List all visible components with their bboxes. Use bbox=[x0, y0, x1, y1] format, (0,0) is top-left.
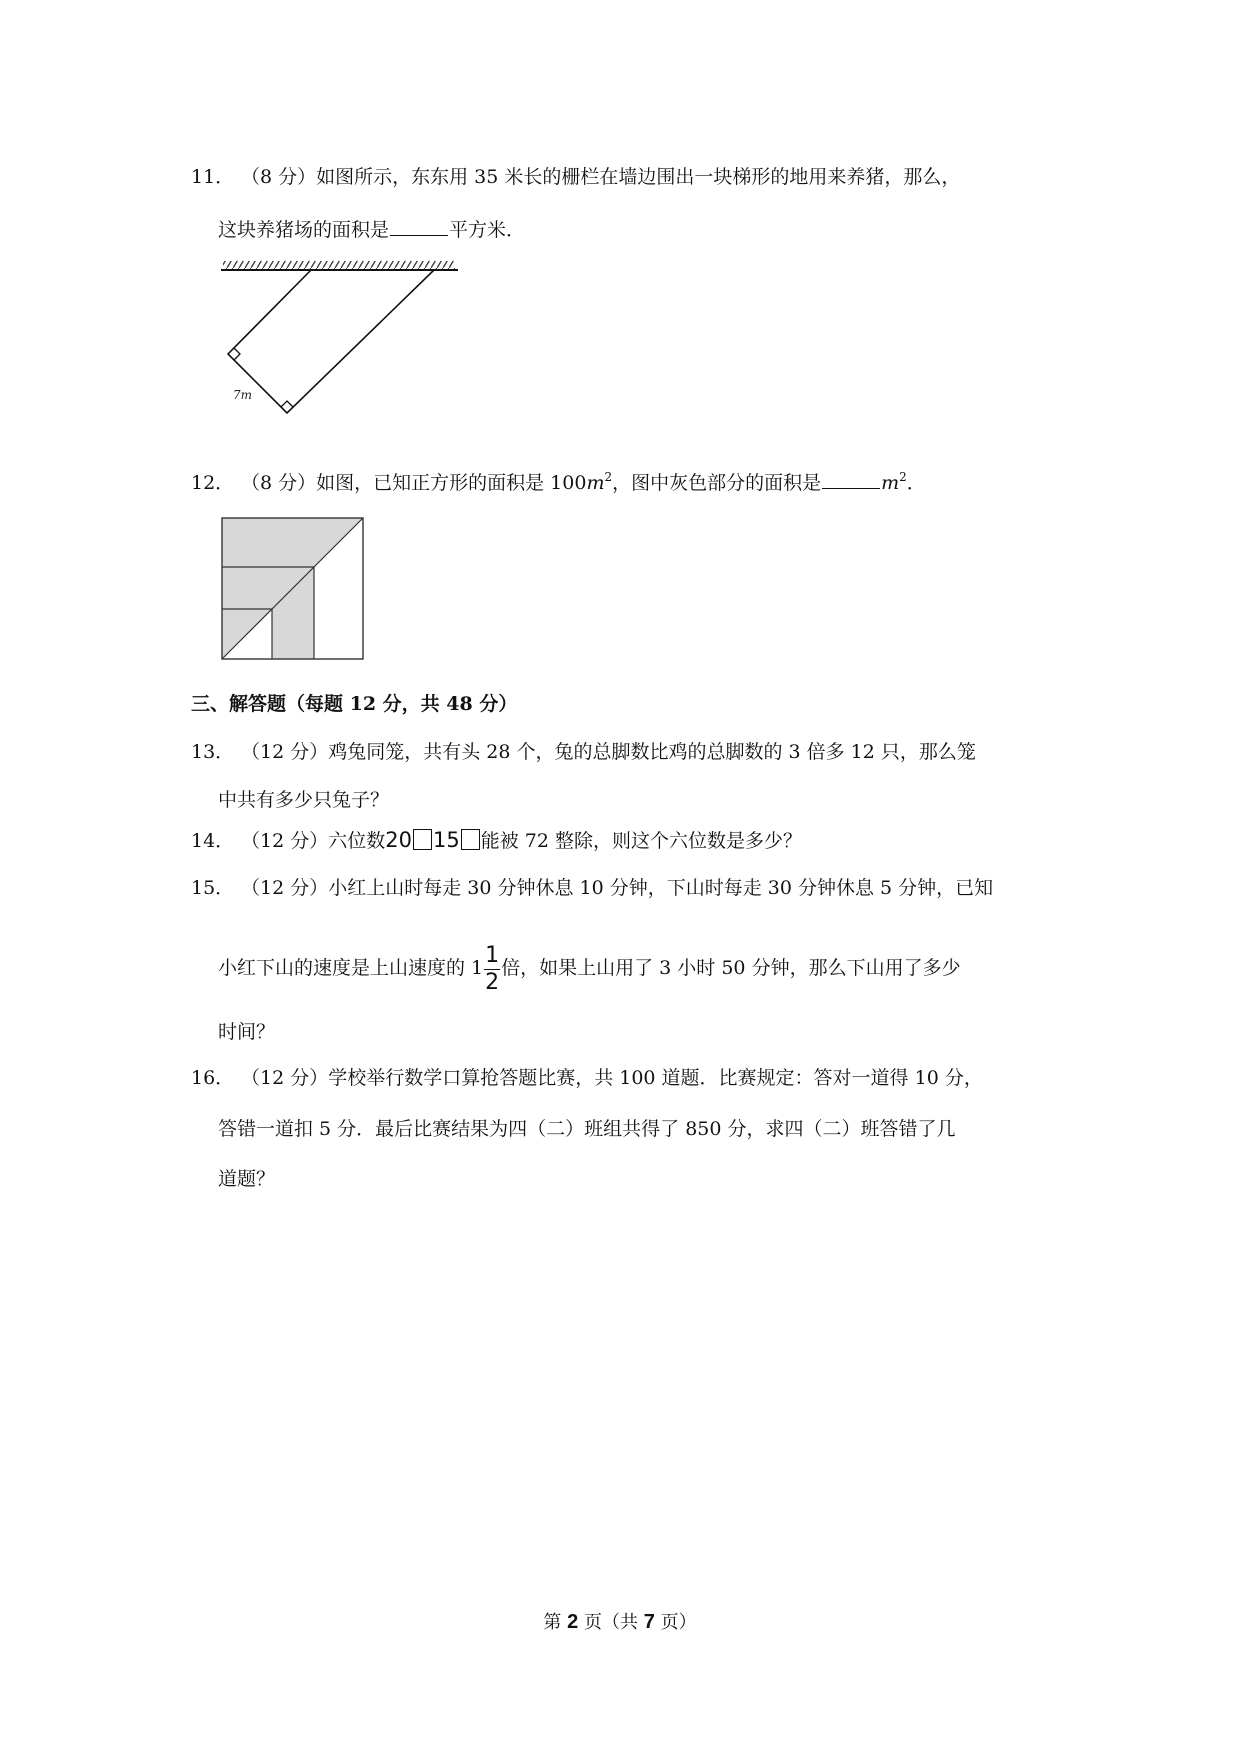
q12-number: 12． bbox=[191, 472, 235, 494]
q15-text-2b: 倍，如果上山用了 3 小时 50 分钟，那么下山用了多少 bbox=[501, 957, 961, 979]
q12-unit: m bbox=[586, 472, 605, 494]
right-angle-mark-1 bbox=[234, 348, 240, 360]
q12-square-figure bbox=[221, 517, 366, 662]
q16-text-3: 道题？ bbox=[218, 1168, 276, 1190]
q11-line1 bbox=[191, 165, 960, 189]
q15-text-1: （12 分）小红上山时每走 30 分钟休息 10 分钟，下山时每走 30 分钟休息 5 分钟，已知 bbox=[241, 877, 994, 899]
wall-hatch bbox=[223, 261, 455, 269]
q14-digit-box-1 bbox=[413, 829, 432, 850]
q11-number: 11． bbox=[191, 166, 235, 188]
q14-text-b: 能被 72 整除，则这个六位数是多少？ bbox=[480, 830, 802, 852]
q14-digits-b: 15 bbox=[432, 828, 460, 852]
q11-answer-blank bbox=[390, 217, 448, 236]
q11-trapezoid-figure bbox=[215, 258, 465, 423]
q14-number: 14． bbox=[191, 830, 235, 852]
right-angle-mark-2 bbox=[281, 401, 293, 407]
q12-line bbox=[191, 470, 926, 495]
q16-text-2: 答错一道扣 5 分．最后比赛结果为四（二）班组共得了 850 分，求四（二）班答错了几 bbox=[218, 1118, 956, 1140]
q15-text-3: 时间？ bbox=[218, 1021, 276, 1043]
q12-unit2: m bbox=[881, 472, 900, 494]
q13-text-2: 中共有多少只兔子？ bbox=[218, 789, 390, 811]
q11-text-2b: 平方米． bbox=[449, 219, 526, 241]
q12-text-b: ，图中灰色部分的面积是 bbox=[612, 472, 822, 494]
gray-top-band bbox=[222, 518, 363, 567]
q13-text-1: （12 分）鸡兔同笼，共有头 28 个，兔的总脚数比鸡的总脚数的 3 倍多 12 只，那么笼 bbox=[241, 741, 976, 763]
q12-answer-blank bbox=[822, 470, 880, 489]
q12-sup: 2 bbox=[604, 470, 613, 484]
q15-line2 bbox=[218, 938, 961, 998]
footer-prefix: 第 bbox=[543, 1612, 568, 1633]
q16-line1 bbox=[191, 1066, 983, 1090]
fence-outline bbox=[228, 270, 434, 413]
q16-number: 16． bbox=[191, 1067, 235, 1089]
q15-frac-den: 2 bbox=[485, 969, 500, 995]
q14-line bbox=[191, 828, 802, 853]
q15-text-2a: 小红下山的速度是上山速度的 1 bbox=[218, 957, 484, 979]
q16-text-1: （12 分）学校举行数学口算抢答题比赛，共 100 道题．比赛规定：答对一道得 10 分， bbox=[241, 1067, 983, 1089]
q13-line1 bbox=[191, 740, 976, 764]
footer-suffix: 页） bbox=[654, 1612, 697, 1633]
footer-mid: 页（共 bbox=[578, 1612, 644, 1633]
q14-digit-box-2 bbox=[461, 829, 480, 850]
q15-frac-num: 1 bbox=[485, 942, 500, 968]
section-3-heading: 三、解答题（每题 12 分，共 48 分） bbox=[191, 693, 518, 715]
q13-number: 13． bbox=[191, 741, 235, 763]
q14-text-a: （12 分）六位数 bbox=[241, 830, 386, 852]
q11-text-2a: 这块养猪场的面积是 bbox=[218, 219, 390, 241]
q11-text-1: （8 分）如图所示，东东用 35 米长的栅栏在墙边围出一块梯形的地用来养猪，那么， bbox=[241, 166, 961, 188]
q15-line1 bbox=[191, 876, 993, 900]
footer-total-pages: 7 bbox=[643, 1611, 655, 1633]
q15-fraction bbox=[484, 943, 500, 996]
q14-digits-a: 20 bbox=[385, 828, 412, 852]
footer-page-number: 2 bbox=[567, 1611, 579, 1633]
q12-text-a: （8 分）如图，已知正方形的面积是 100 bbox=[241, 472, 587, 494]
q15-number: 15． bbox=[191, 877, 235, 899]
q11-figure-label: 7m bbox=[233, 388, 253, 402]
page-footer bbox=[0, 1608, 1240, 1634]
q11-line2 bbox=[218, 217, 525, 242]
q12-text-c: ． bbox=[906, 472, 926, 494]
q12-sup2: 2 bbox=[899, 470, 907, 484]
